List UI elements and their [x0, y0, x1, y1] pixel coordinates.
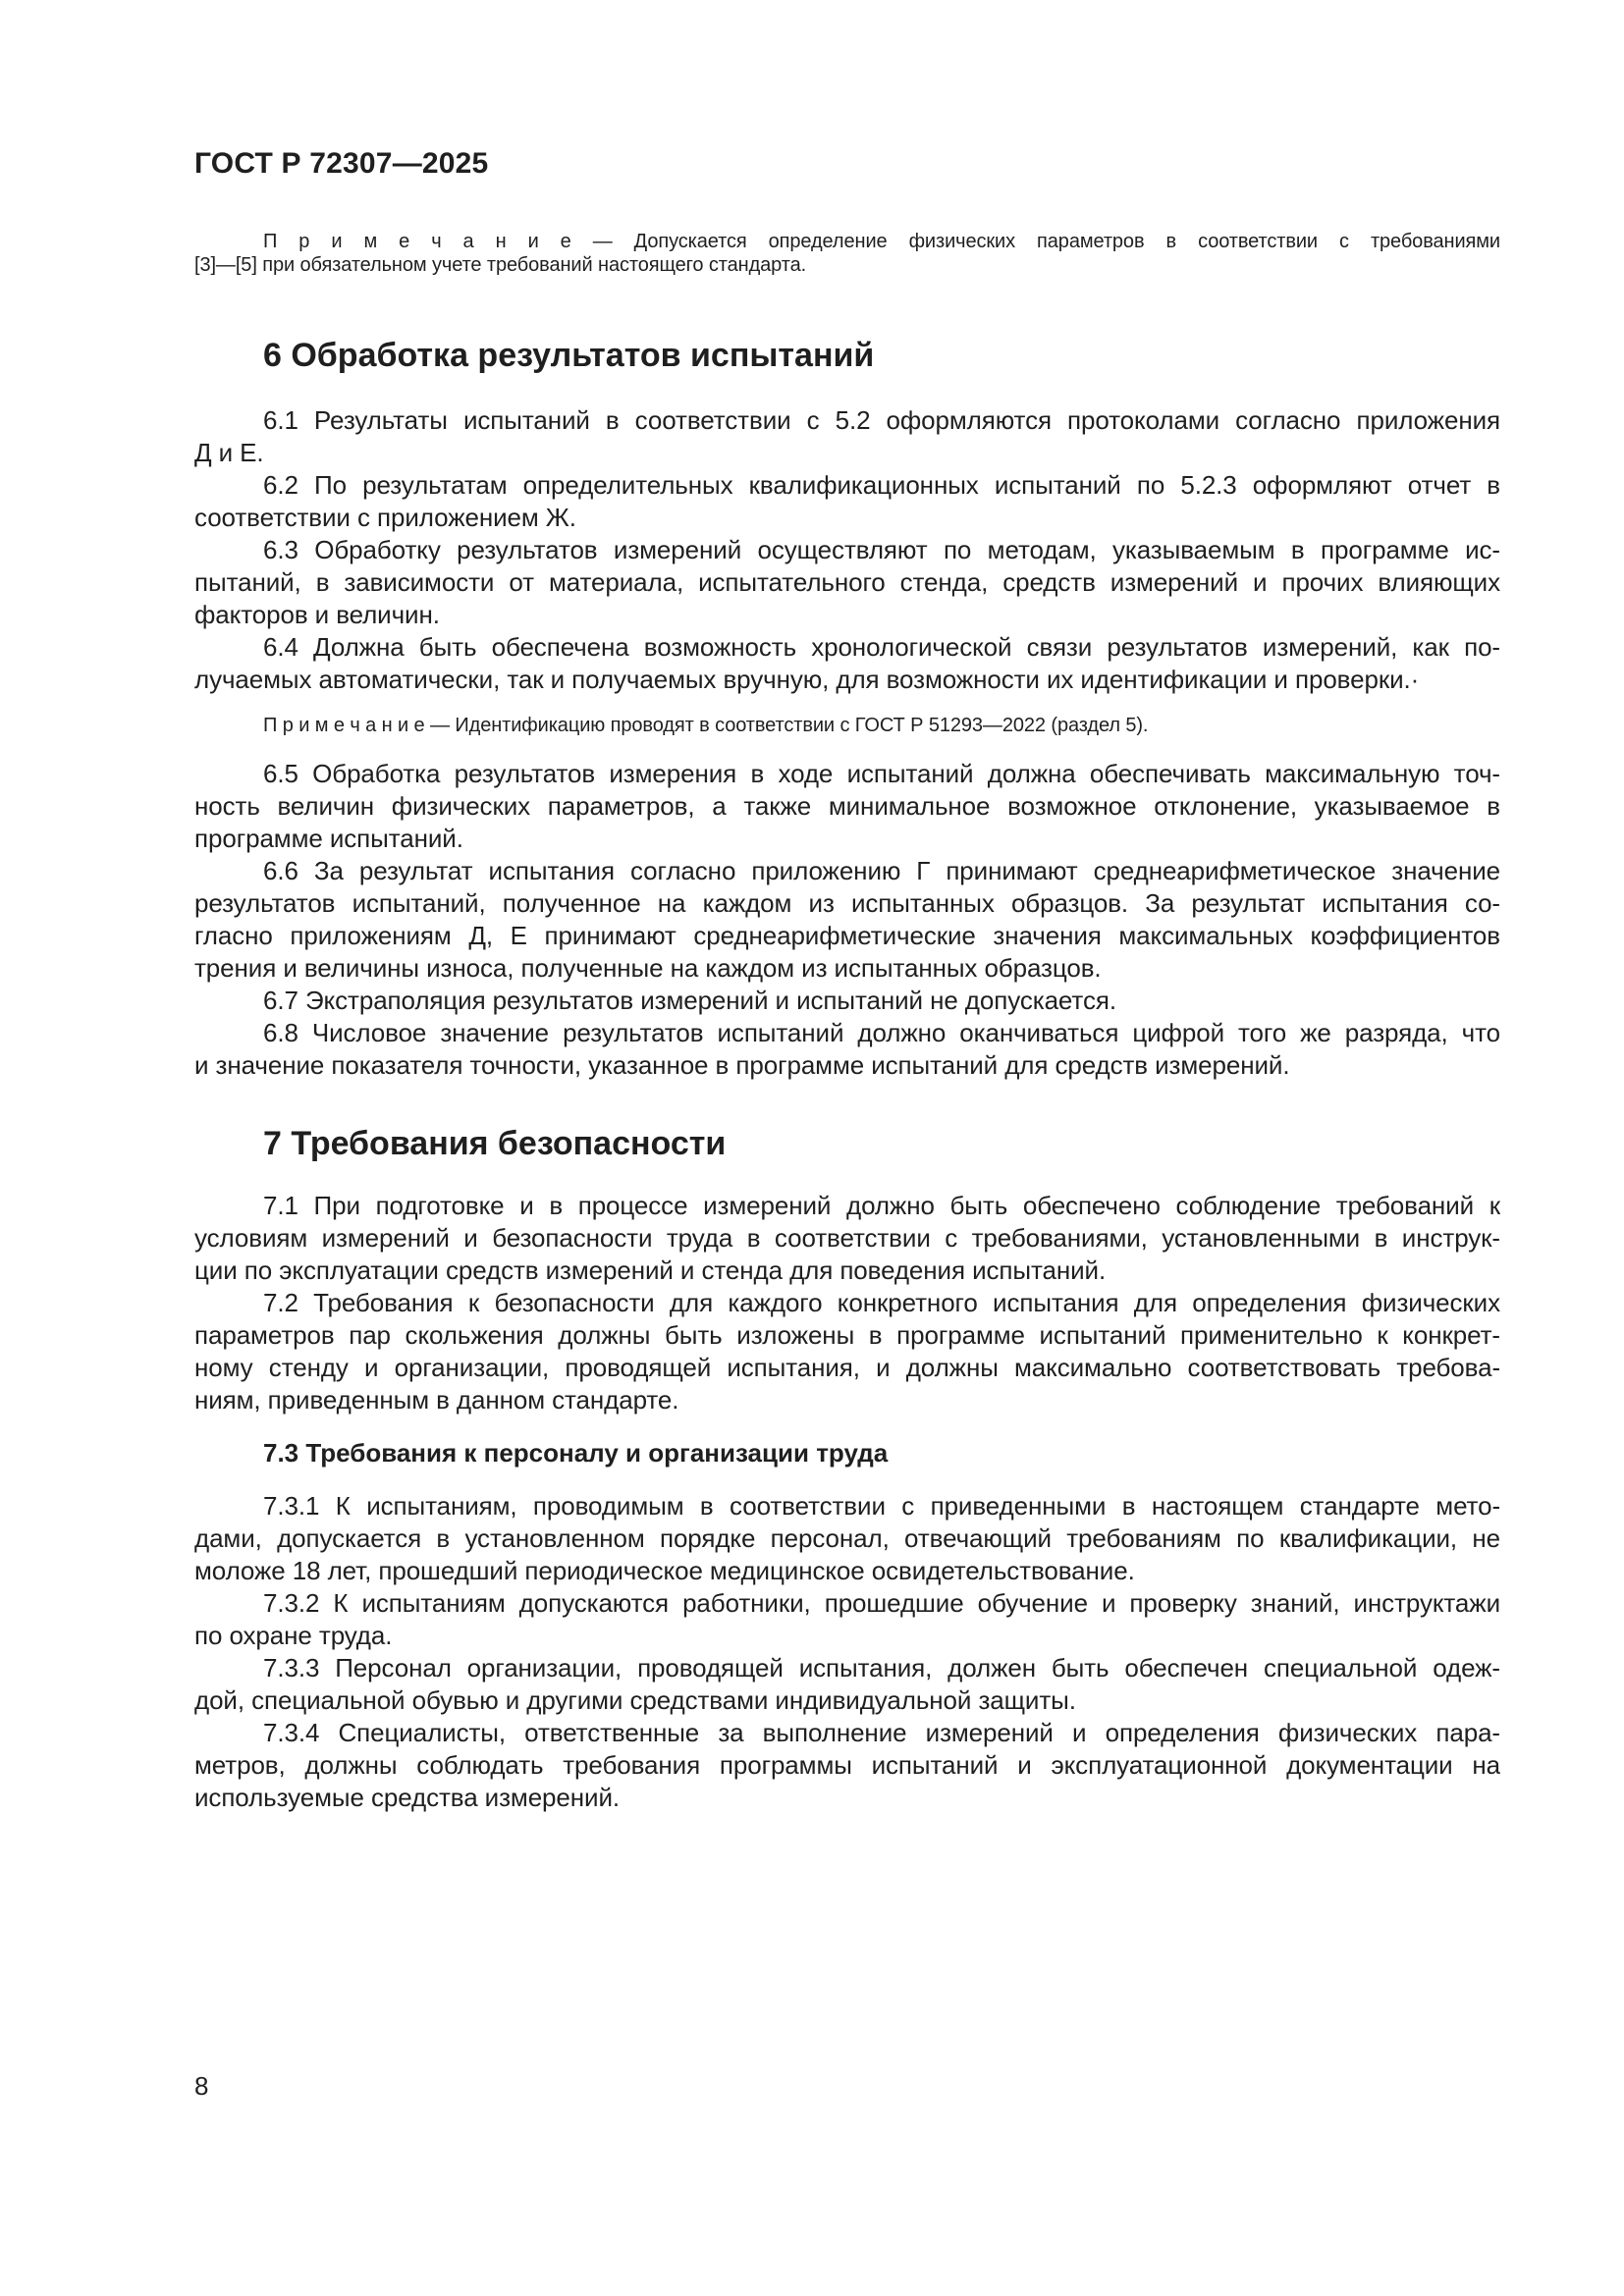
- text-line: 6.2 По результатам определительных квалификационных испытаний по 5.2.3 оформляют отчет в: [263, 470, 1500, 500]
- text-line: результатов испытаний, полученное на каждом из испытанных образцов. За результат испытания со-: [194, 888, 1500, 918]
- section-heading: [194, 1124, 1500, 1163]
- text-line: гласно приложениям Д, Е принимают среднеарифметические значения максимальных коэффициентов: [194, 921, 1500, 950]
- paragraph: [194, 1587, 1500, 1652]
- text-line: ность величин физических параметров, а также минимальное возможное отклонение, указываемое в: [194, 791, 1500, 821]
- text-line: 6.7 Экстраполяция результатов измерений и испытаний не допускается.: [263, 986, 1116, 1015]
- page-number: 8: [194, 2071, 209, 2101]
- text-line: факторов и величин.: [194, 600, 440, 629]
- text-line: лучаемых автоматически, так и получаемых вручную, для возможности их идентификации и проверки.·: [194, 665, 1420, 694]
- text-line: параметров пар скольжения должны быть изложены в программе испытаний применительно к конкрет-: [194, 1320, 1500, 1350]
- text-line: используемые средства измерений.: [194, 1783, 621, 1812]
- text-line: 7.3.3 Персонал организации, проводящей испытания, должен быть обеспечен специальной одеж-: [263, 1653, 1500, 1682]
- document-standard-number: ГОСТ Р 72307—2025: [194, 147, 489, 180]
- text-line: 7 Требования безопасности: [263, 1125, 727, 1162]
- text-line: 7.2 Требования к безопасности для каждого конкретного испытания для определения физических: [263, 1288, 1500, 1317]
- paragraph: [194, 985, 1500, 1017]
- paragraph: [194, 1490, 1500, 1587]
- paragraph: [194, 1017, 1500, 1082]
- note: [194, 714, 1500, 737]
- paragraph: [194, 631, 1500, 696]
- text-line: [3]—[5] при обязательном учете требований настоящего стандарта.: [194, 254, 807, 276]
- paragraph: [194, 1190, 1500, 1287]
- text-line: 7.3.2 К испытаниям допускаются работники, прошедшие обучение и проверку знаний, инструктажи: [263, 1588, 1500, 1618]
- paragraph: [194, 534, 1500, 631]
- text-line: 6.5 Обработка результатов измерения в ходе испытаний должна обеспечивать максимальную точ-: [263, 759, 1500, 788]
- paragraph: [194, 758, 1500, 855]
- paragraph: [194, 1717, 1500, 1814]
- paragraph: [194, 404, 1500, 469]
- text-line: и значение показателя точности, указанное в программе испытаний для средств измерений.: [194, 1050, 1290, 1080]
- section-heading: [194, 336, 1500, 375]
- text-line: ции по эксплуатации средств измерений и стенда для поведения испытаний.: [194, 1255, 1107, 1285]
- text-line: метров, должны соблюдать требования программы испытаний и эксплуатационной документации на: [194, 1750, 1500, 1780]
- text-line: трения и величины износа, полученные на каждом из испытанных образцов.: [194, 953, 1102, 983]
- text-line: 6.8 Числовое значение результатов испытаний должно оканчиваться цифрой того же разряда, что: [263, 1018, 1500, 1047]
- text-line: моложе 18 лет, прошедший периодическое медицинское освидетельствование.: [194, 1556, 1135, 1585]
- text-line: соответствии с приложением Ж.: [194, 503, 576, 532]
- paragraph: [194, 469, 1500, 534]
- text-line: 6.6 За результат испытания согласно приложению Г принимают среднеарифметическое значение: [263, 856, 1500, 885]
- text-line: ному стенду и организации, проводящей испытания, и должны максимально соответствовать требова-: [194, 1353, 1500, 1382]
- paragraph: [194, 855, 1500, 985]
- text-line: 7.1 При подготовке и в процессе измерений должно быть обеспечено соблюдение требований к: [263, 1191, 1500, 1220]
- text-line: ниям, приведенным в данном стандарте.: [194, 1385, 679, 1415]
- note: [194, 230, 1500, 277]
- text-line: 6.3 Обработку результатов измерений осуществляют по методам, указываемым в программе ис-: [263, 535, 1500, 564]
- text-line: 6.1 Результаты испытаний в соответствии с 5.2 оформляются протоколами согласно приложения: [263, 405, 1500, 435]
- paragraph: [194, 1652, 1500, 1717]
- text-line: 7.3 Требования к персоналу и организации труда: [263, 1438, 889, 1468]
- paragraph: [194, 1287, 1500, 1416]
- text-line: программе испытаний.: [194, 824, 463, 853]
- text-line: дой, специальной обувью и другими средствами индивидуальной защиты.: [194, 1685, 1076, 1715]
- text-line: П р и м е ч а н и е — Идентификацию проводят в соответствии с ГОСТ Р 51293—2022 (раздел 5).: [263, 715, 1149, 736]
- text-line: условиям измерений и безопасности труда в соответствии с требованиями, установленными в инструк-: [194, 1223, 1500, 1253]
- text-line: 6.4 Должна быть обеспечена возможность хронологической связи результатов измерений, как по-: [263, 632, 1500, 662]
- text-line: пытаний, в зависимости от материала, испытательного стенда, средств измерений и прочих влияющих: [194, 567, 1500, 597]
- text-line: 6 Обработка результатов испытаний: [263, 337, 875, 374]
- text-line: 7.3.1 К испытаниям, проводимым в соответствии с приведенными в настоящем стандарте мето-: [263, 1491, 1500, 1521]
- text-line: дами, допускается в установленном порядке персонал, отвечающий требованиям по квалификации, не: [194, 1523, 1500, 1553]
- text-line: П р и м е ч а н и е — Допускается определение физических параметров в соответствии с требованиями: [263, 231, 1500, 252]
- subsection-heading: [194, 1437, 1500, 1469]
- text-line: по охране труда.: [194, 1621, 393, 1650]
- text-line: Д и Е.: [194, 438, 264, 467]
- text-line: 7.3.4 Специалисты, ответственные за выполнение измерений и определения физических пара-: [263, 1718, 1500, 1747]
